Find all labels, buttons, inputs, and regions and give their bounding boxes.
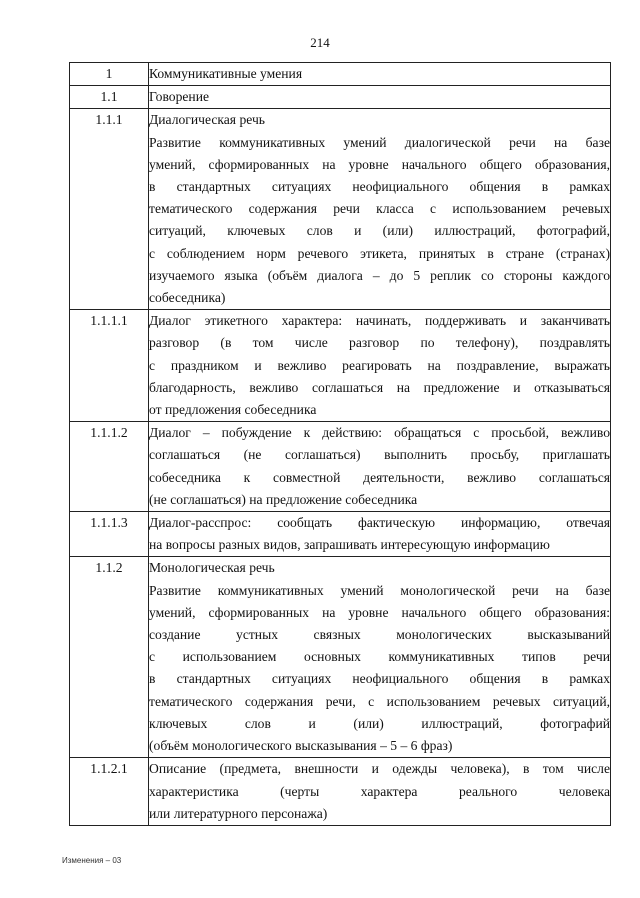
row-number: 1.1.1.1: [70, 310, 149, 422]
text-line: с праздником и вежливо реагировать на поздравление, выражать: [149, 357, 610, 373]
row-content: [149, 512, 611, 557]
row-number: 1.1.1.2: [70, 422, 149, 512]
text-line: на вопросы разных видов, запрашивать интересующую информацию: [149, 537, 550, 553]
text-line: умений, сформированных на уровне начального общего образования,: [149, 156, 610, 172]
text-line: Описание (предмета, внешности и одежды человека), в том числе: [149, 761, 610, 777]
table-row: [70, 422, 611, 512]
text-line: соглашаться (не соглашаться) выполнить просьбу, приглашать: [149, 447, 610, 463]
row-number: 1.1.1.3: [70, 512, 149, 557]
text-line: Коммуникативные умения: [149, 66, 303, 81]
text-line: с использованием основных коммуникативных типов речи: [149, 649, 610, 665]
text-line: Развитие коммуникативных умений монологической речи на базе: [149, 582, 610, 598]
text-line: Говорение: [149, 89, 209, 105]
text-line: собеседника к совместной деятельности, вежливо соглашаться: [149, 469, 610, 485]
table-row: [70, 310, 611, 422]
text-line: Диалог – побуждение к действию: обращаться с просьбой, вежливо: [149, 425, 610, 441]
page-number: 214: [310, 35, 330, 50]
row-number: 1.1.2.1: [70, 758, 149, 826]
text-line: Диалог-расспрос: сообщать фактическую информацию, отвечая: [149, 515, 610, 531]
text-line: благодарность, вежливо соглашаться на предложение и отказываться: [149, 379, 610, 395]
row-number: 1.1: [70, 86, 149, 109]
row-content: [149, 557, 611, 758]
footer-revision: Изменения – 03: [62, 856, 122, 865]
text-line: (не соглашаться) на предложение собеседника: [149, 491, 418, 507]
text-line: Развитие коммуникативных умений диалогической речи на базе: [149, 134, 610, 150]
row-content: [149, 109, 611, 310]
text-line: создание устных связных монологических высказываний: [149, 627, 610, 643]
curriculum-table: [69, 62, 611, 826]
row-content: [149, 86, 611, 109]
row-content: [149, 422, 611, 512]
row-number: 1.1.1: [70, 109, 149, 310]
row-content: [149, 758, 611, 826]
text-line: ситуаций, ключевых слов и (или) иллюстраций, фотографий,: [149, 223, 610, 239]
text-line: умений, сформированных на уровне начального общего образования:: [149, 604, 610, 620]
text-line: тематического содержания речи, с использованием речевых ситуаций,: [149, 693, 610, 709]
table-row: [70, 512, 611, 557]
text-line: (объём монологического высказывания – 5 – 6 фраз): [149, 738, 453, 754]
text-line: разговор (в том числе разговор по телефону), поздравлять: [149, 335, 610, 351]
text-line: с соблюдением норм речевого этикета, принятых в стране (странах): [149, 245, 610, 261]
text-line: Диалогическая речь: [149, 112, 265, 128]
table-body: [70, 63, 611, 826]
table-row: [70, 86, 611, 109]
text-line: Диалог этикетного характера: начинать, поддерживать и заканчивать: [149, 313, 610, 329]
row-number: 1.1.2: [70, 557, 149, 758]
text-line: характеристика (черты характера реального человека: [149, 783, 610, 799]
table-row: [70, 557, 611, 758]
row-content: [149, 63, 611, 86]
row-content: [149, 310, 611, 422]
text-line: ключевых слов и (или) иллюстраций, фотографий: [149, 715, 610, 731]
text-line: Монологическая речь: [149, 560, 275, 576]
text-line: в стандартных ситуациях неофициального общения в рамках: [149, 179, 610, 195]
table-row: [70, 758, 611, 826]
text-line: собеседника): [149, 290, 226, 306]
text-line: тематического содержания речи класса с использованием речевых: [149, 201, 610, 217]
row-number: 1: [70, 63, 149, 86]
text-line: от предложения собеседника: [149, 402, 317, 418]
table-row: [70, 63, 611, 86]
table-row: [70, 109, 611, 310]
text-line: изучаемого языка (объём диалога – до 5 реплик со стороны каждого: [149, 267, 610, 283]
text-line: в стандартных ситуациях неофициального общения в рамках: [149, 671, 610, 687]
text-line: или литературного персонажа): [149, 805, 328, 821]
